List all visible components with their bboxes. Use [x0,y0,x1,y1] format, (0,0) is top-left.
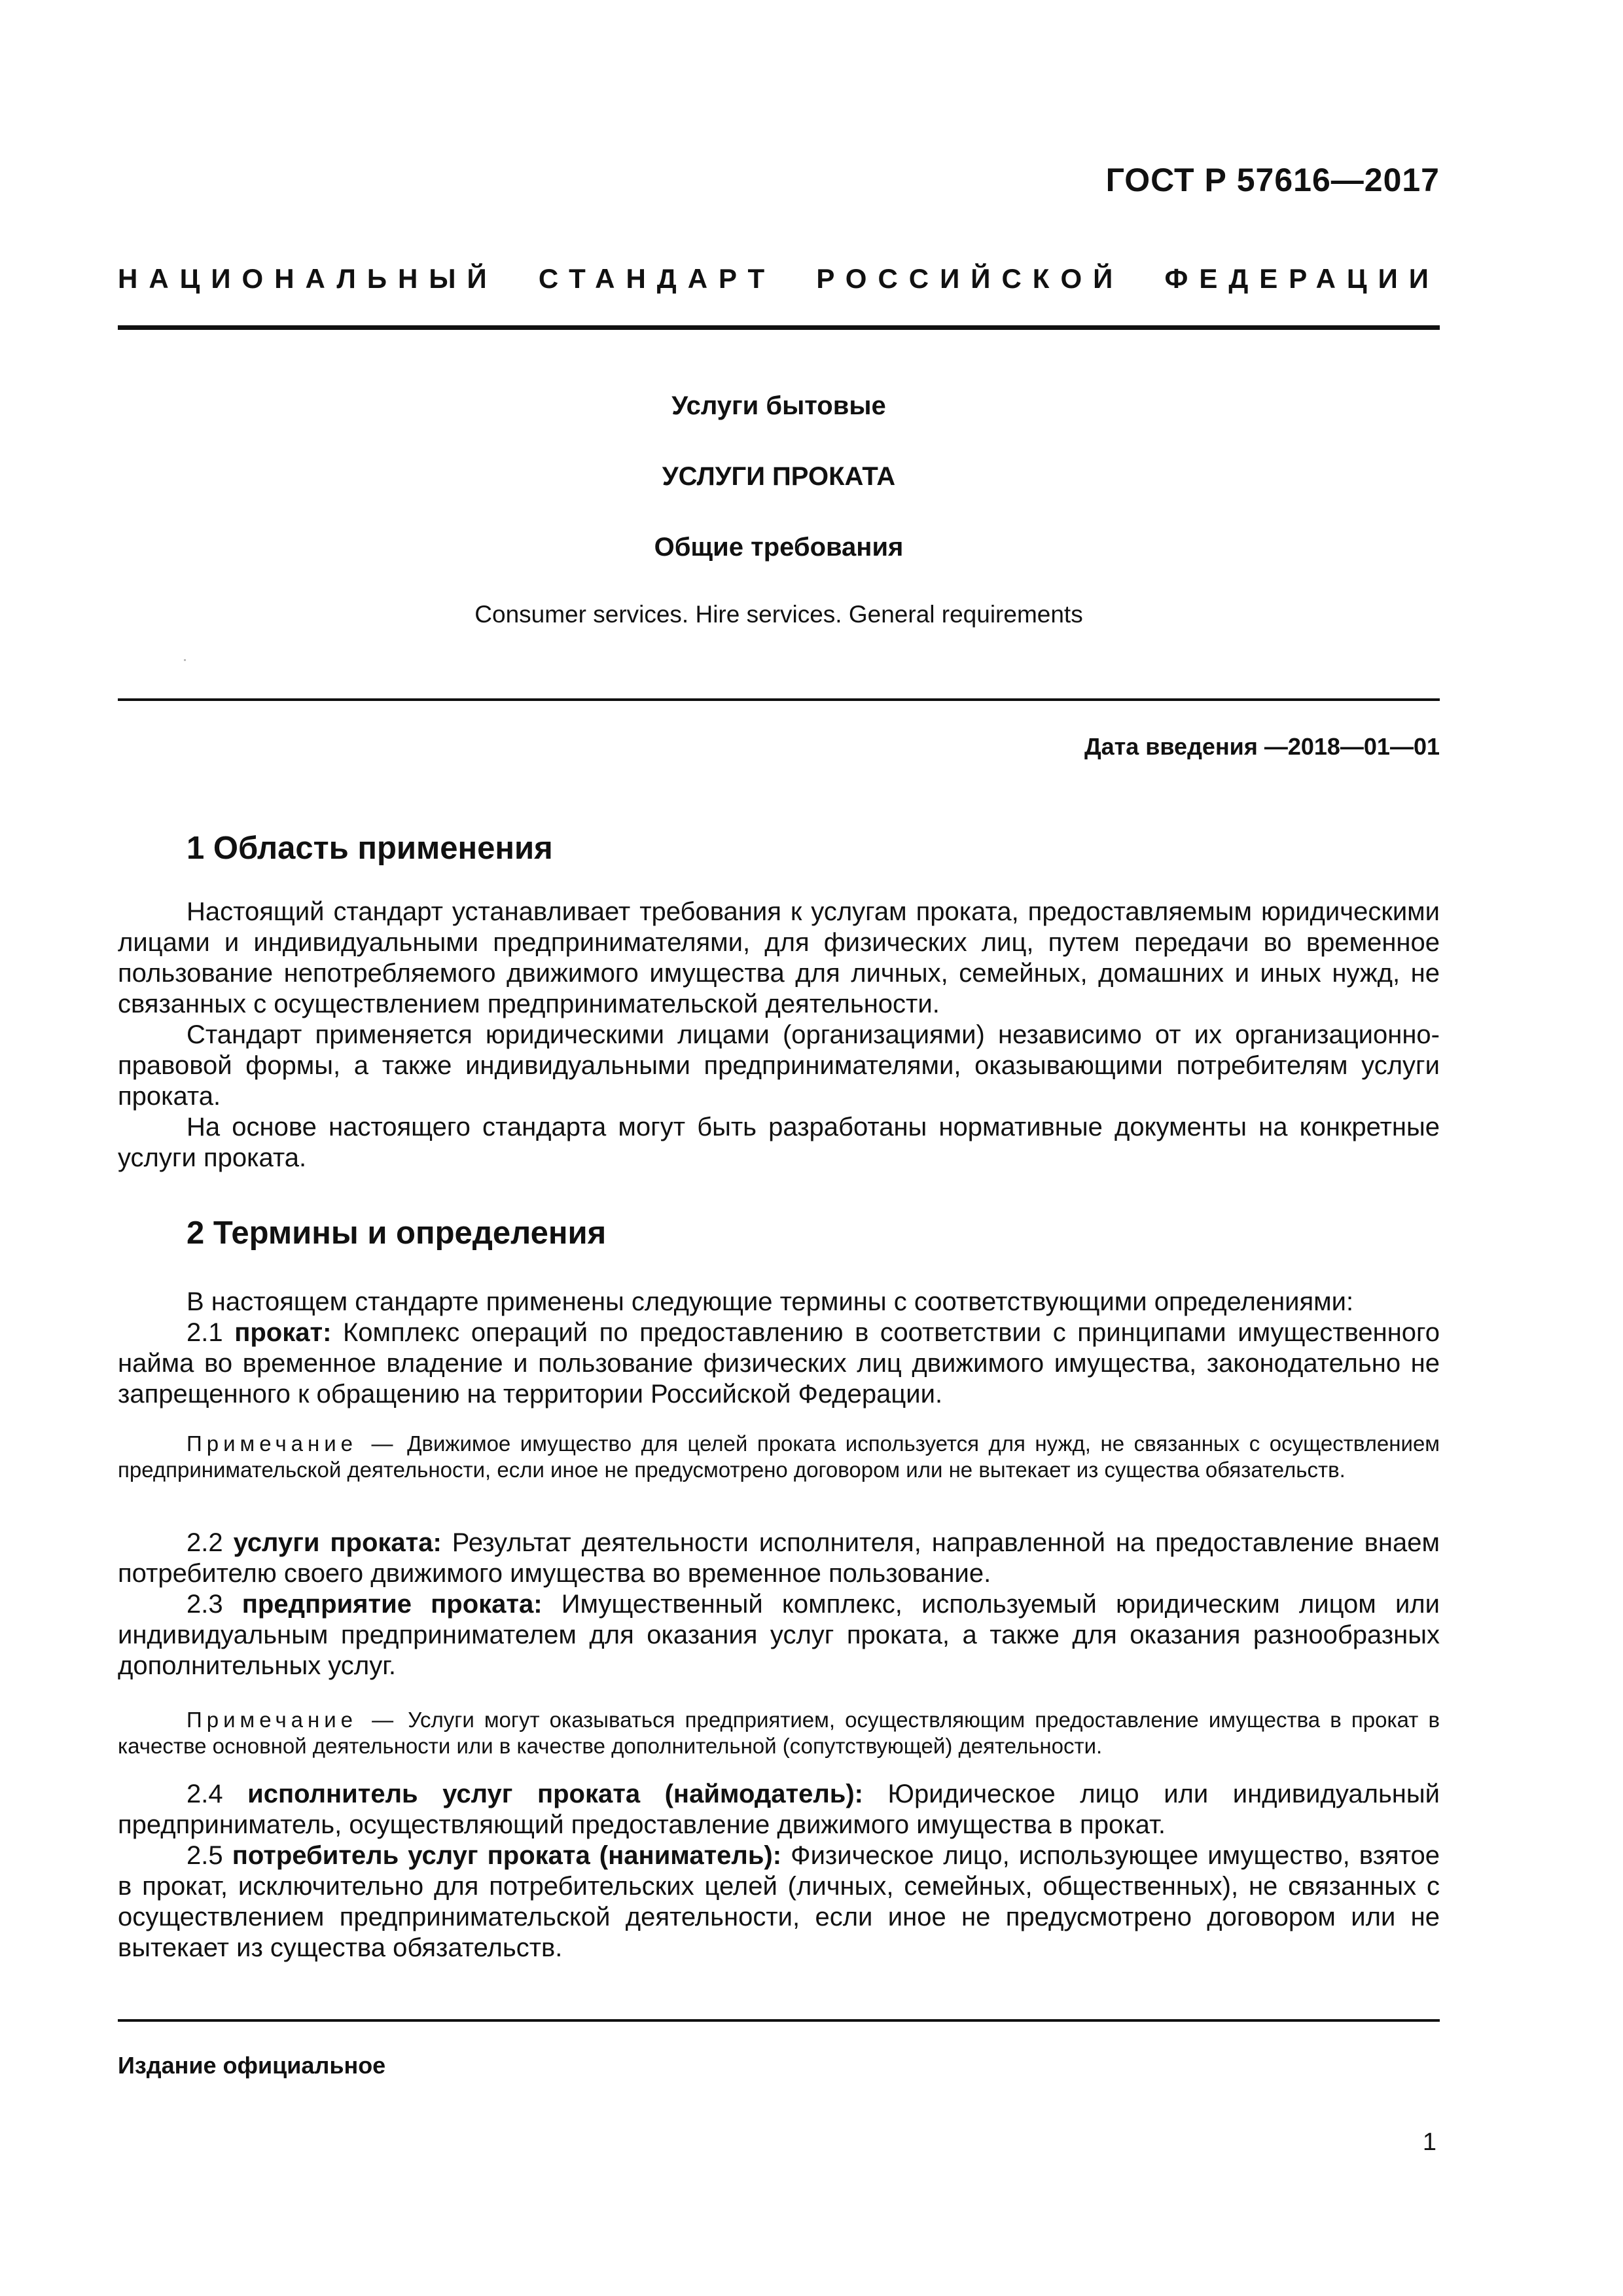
term-number: 2.5 [187,1841,223,1870]
paragraph: На основе настоящего стандарта могут быть разработаны нормативные документы на конкретные услуги проката. [118,1113,1440,1172]
banner-word: НАЦИОНАЛЬНЫЙ [118,263,498,294]
note-label: Примечание — [187,1431,398,1456]
official-edition-label: Издание официальное [118,2052,386,2079]
title-divider [118,698,1440,701]
scan-speck [184,659,186,661]
title-line-3: Общие требования [654,533,904,562]
national-standard-banner [118,263,1440,302]
effective-date: Дата введения —2018—01—01 [1084,733,1440,760]
page-number: 1 [1422,2128,1436,2156]
section-2-body-part-2 [118,1528,1440,1681]
banner-word: ФЕДЕРАЦИИ [1164,263,1440,294]
header-divider [118,325,1440,330]
paragraph: В настоящем стандарте применены следующие термины с соответствующими определениями: [187,1287,1354,1316]
note-text: Услуги могут оказываться предприятием, осуществляющим предоставление имущества в прокат в качестве основной деятельности или в качестве дополнительной (сопутствующей) деятельности. [118,1708,1440,1758]
term-definition: Комплекс операций по предоставлению в соответствии с принципами имущественного найма во временное владение и пользование физических лиц движимого имущества, законодательно не запрещенного к обращению на территории Российской Федерации. [118,1318,1440,1408]
term-name: исполнитель услуг проката (наймодатель): [247,1780,863,1808]
term-name: услуги проката: [233,1528,442,1557]
section-2-heading: 2 Термины и определения [187,1215,607,1251]
section-2-body-part-3 [118,1779,1440,1964]
term-definition: Физическое лицо, использующее имущество, взятое в прокат, исключительно для потребительских целей (личных, семейных, общественных), не связанных с осуществлением предпринимательской деятельности, если иное не предусмотрено договором или не вытекает из существа обязательств. [118,1841,1440,1962]
note-text: Движимое имущество для целей проката используется для нужд, не связанных с осуществлением предпринимательской деятельности, если иное не предусмотрено договором или не вытекает из существа обязательств. [118,1431,1440,1482]
title-line-2: УСЛУГИ ПРОКАТА [662,462,896,491]
term-2-5 [118,1840,1440,1964]
term-number: 2.3 [187,1590,223,1619]
english-title: Consumer services. Hire services. General requirements [474,601,1083,628]
paragraph: Настоящий стандарт устанавливает требования к услугам проката, предоставляемым юридическими лицами и индивидуальными предпринимателями, для физических лиц, путем передачи во временное пользование непотребляемого движимого имущества для личных, семейных, домашних и иных нужд, не связанных с осуществлением предпринимательской деятельности. [118,897,1440,1018]
term-name: предприятие проката: [241,1590,543,1619]
banner-word: СТАНДАРТ [538,263,776,294]
note-2 [118,1707,1440,1759]
footer-divider [118,2019,1440,2022]
term-definition: Юридическое лицо или индивидуальный предприниматель, осуществляющий предоставление движимого имущества в прокат. [118,1780,1440,1839]
term-2-1 [118,1318,1440,1410]
term-definition: Имущественный комплекс, используемый юридическим лицом или индивидуальным предпринимателем для оказания услуг проката, а также для оказания разнообразных дополнительных услуг. [118,1590,1440,1680]
standard-designation: ГОСТ Р 57616—2017 [1105,162,1440,198]
section-1-body [118,897,1440,1174]
banner-word: РОССИЙСКОЙ [816,263,1124,294]
term-number: 2.2 [187,1528,223,1557]
term-2-4 [118,1779,1440,1840]
term-definition: Результат деятельности исполнителя, направленной на предоставление внаем потребителю своего движимого имущества во временное пользование. [118,1528,1440,1588]
note-1 [118,1431,1440,1483]
term-2-2 [118,1528,1440,1589]
section-1-heading: 1 Область применения [187,831,553,866]
paragraph: Стандарт применяется юридическими лицами (организациями) независимо от их организационно-правовой формы, а также индивидуальными предпринимателями, оказывающими потребителям услуги проката. [118,1020,1440,1111]
title-line-1: Услуги бытовые [671,391,886,420]
section-2-body-part-1 [118,1287,1440,1410]
term-number: 2.4 [187,1780,223,1808]
note-label: Примечание — [187,1708,399,1732]
term-name: потребитель услуг проката (наниматель): [232,1841,782,1870]
term-name: прокат: [234,1318,332,1347]
term-number: 2.1 [187,1318,223,1347]
term-2-3 [118,1589,1440,1681]
